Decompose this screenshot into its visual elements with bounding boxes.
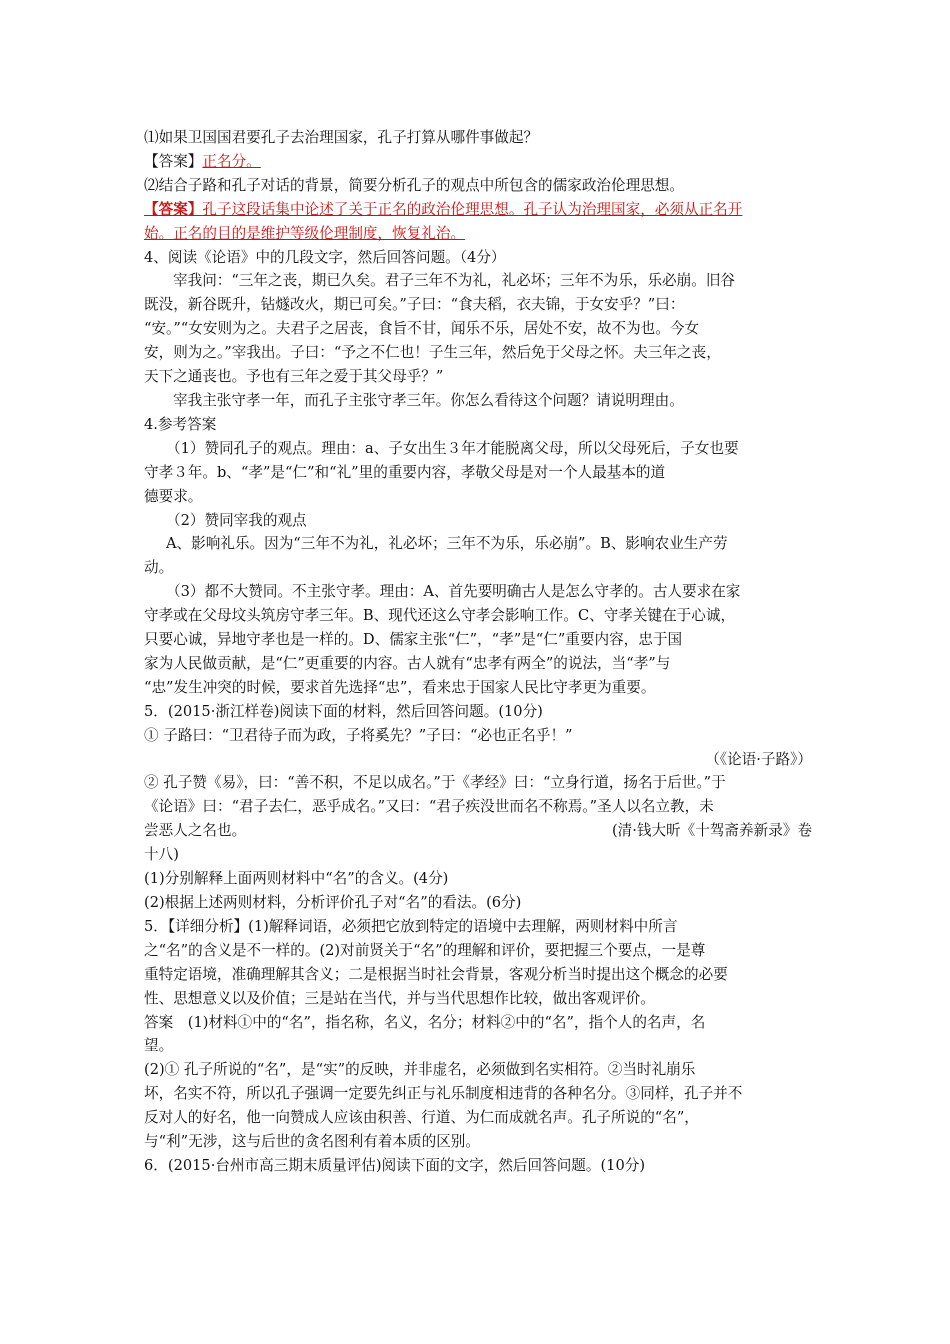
- answer-1: [144, 150, 812, 174]
- material-line: 十八): [144, 846, 179, 864]
- material-line: 《论语》曰：“君子去仁，恶乎成名。”又曰：“君子疾没世而名不称焉。”圣人以名立教，未: [144, 798, 714, 816]
- answer-text: 始。正名的目的是维护等级伦理制度，恢复礼治。: [144, 224, 466, 242]
- answer-2-cont: [144, 222, 812, 246]
- material-line: ② 孔子赞《易》，曰：“善不积，不足以成名。”于《孝经》曰：“立身行道，扬名于后世。”于: [144, 774, 726, 792]
- answer-line: 守孝３年。b、“孝”是“仁”和“礼”里的重要内容，孝敬父母是对一个人最基本的道: [144, 463, 666, 481]
- answer-line: 只要心诚，异地守孝也是一样的。D、儒家主张“仁”，“孝”是“仁”重要内容，忠于国: [144, 631, 683, 649]
- material-line: [144, 819, 812, 843]
- answer-line: 望。: [144, 1037, 174, 1055]
- passage-line: 天下之通丧也。予也有三年之爱于其父母乎？”: [144, 368, 444, 386]
- answer-line: 与“利”无涉，这与后世的贪名图利有着本质的区别。: [144, 1133, 480, 1151]
- question-line: (2)根据上述两则材料，分析评价孔子对“名”的看法。(6分): [144, 894, 522, 911]
- material-line: ① 子路曰：“卫君待子而为政，子将奚先？”子曰：“必也正名乎！”: [144, 726, 573, 744]
- question-2: ⑵结合子路和孔子对话的背景，简要分析孔子的观点中所包含的儒家政治伦理思想。: [144, 176, 684, 194]
- answer-label: 【答案】: [144, 200, 203, 218]
- answer-text: 正名分。: [202, 152, 261, 170]
- answer-line: 坏，名实不符，所以孔子强调一定要先纠正与礼乐制度相违背的各种名分。③同样，孔子并不: [144, 1085, 743, 1103]
- answer-line: 家为人民做贡献，是“仁”更重要的内容。古人就有“忠孝有两全”的说法，当“孝”与: [144, 654, 671, 672]
- analysis-line: 5．【详细分析】(1)解释词语，必须把它放到特定的语境中去理解，两则材料中所言: [144, 917, 678, 935]
- answer-line: 动。: [144, 559, 174, 577]
- answer-line: 反对人的好名，他一向赞成人应该由积善、行道、为仁而成就名声。孔子所说的“名”，: [144, 1109, 699, 1127]
- answer-line: “忠”发生冲突的时候，要求首先选择“忠”，看来忠于国家人民比守孝更为重要。: [144, 678, 656, 696]
- answer-line: （1）赞同孔子的观点。理由：a、子女出生３年才能脱离父母，所以父母死后，子女也要: [166, 439, 739, 457]
- analysis-line: 重特定语境，准确理解其含义；二是根据当时社会背景，客观分析当时提出这个概念的必要: [144, 965, 728, 983]
- material-source: （《论语·子路》）: [705, 750, 812, 768]
- analysis-line: 性、思想意义以及价值；三是站在当代，并与当代思想作比较，做出客观评价。: [144, 989, 655, 1007]
- answer-line: (2)① 孔子所说的“名”，是“实”的反映，并非虚名，必须做到名实相符。②当时礼崩乐: [144, 1061, 696, 1079]
- question-1: ⑴如果卫国国君要孔子去治理国家，孔子打算从哪件事做起？: [144, 129, 539, 146]
- material-source: (清·钱大昕《十驾斋养新录》卷: [611, 822, 812, 840]
- document-page: [144, 126, 812, 1178]
- answer-line: A、影响礼乐。因为“三年不为礼，礼必坏；三年不为乐，乐必崩”。B、影响农业生产劳: [166, 535, 728, 553]
- question-line: 宰我主张守孝一年，而孔子主张守孝三年。你怎么看待这个问题？请说明理由。: [173, 391, 684, 409]
- analysis-line: 之“名”的含义是不一样的。(2)对前贤关于“名”的理解和评价，要把握三个要点，一是尊: [144, 941, 706, 959]
- question-6-heading: 6．(2015·台州市高三期末质量评估)阅读下面的文字，然后回答问题。(10分): [144, 1156, 646, 1174]
- question-line: (1)分别解释上面两则材料中“名”的含义。(4分): [144, 870, 449, 888]
- passage-line: 安，则为之。”宰我出。子曰：“予之不仁也！子生三年，然后免于父母之怀。夫三年之丧，: [144, 344, 721, 362]
- passage-line: “安。”“女安则为之。夫君子之居丧，食旨不甘，闻乐不乐，居处不安，故不为也。今女: [144, 320, 700, 338]
- question-4-heading: 4、阅读《论语》中的几段文字，然后回答问题。（4分）: [144, 248, 506, 266]
- passage-line: 既没，新谷既升，钻燧改火，期已可矣。”子曰：“食夫稻，衣夫锦，于女安乎？”曰：: [144, 296, 685, 314]
- material-text: 尝恶人之名也。: [144, 822, 247, 840]
- question-5-heading: 5．(2015·浙江样卷)阅读下面的材料，然后回答问题。(10分): [144, 702, 543, 720]
- answer-line: 答案 (1)材料①中的“名”，指名称，名义，名分；材料②中的“名”，指个人的名声，名: [144, 1013, 706, 1031]
- answer-2: [144, 198, 812, 222]
- answer-line: （2）赞同宰我的观点: [166, 511, 307, 529]
- reference-answer-heading: 4.参考答案: [144, 415, 217, 433]
- answer-label: 【答案】: [144, 152, 203, 170]
- answer-line: 德要求。: [144, 487, 203, 505]
- passage-line: 宰我问：“三年之丧，期已久矣。君子三年不为礼，礼必坏；三年不为乐，乐必崩。旧谷: [173, 272, 736, 290]
- answer-line: （3）都不大赞同。不主张守孝。理由：A、首先要明确古人是怎么守孝的。古人要求在家: [166, 583, 741, 601]
- answer-text: 孔子这段话集中论述了关于正名的政治伦理思想。孔子认为治理国家，必须从正名开: [202, 200, 743, 218]
- answer-line: 守孝或在父母坟头筑房守孝三年。B、现代还这么守孝会影响工作。C、守孝关键在于心诚，: [144, 607, 736, 625]
